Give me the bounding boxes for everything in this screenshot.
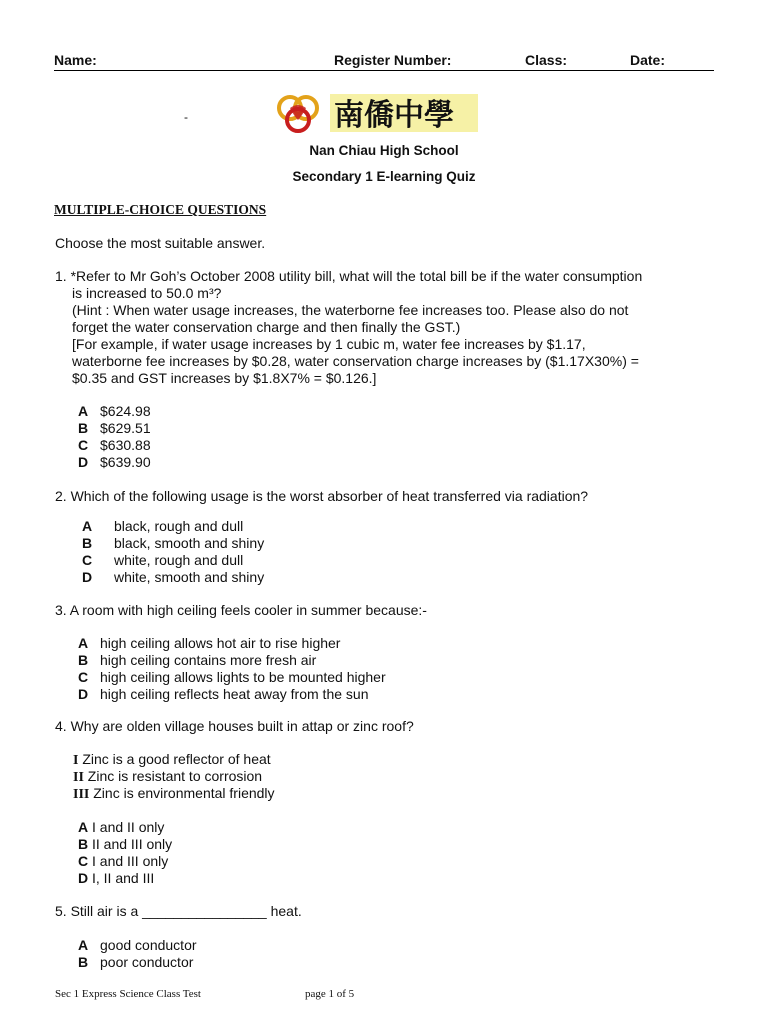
answer-option: A I and II only xyxy=(78,819,165,835)
school-logo xyxy=(276,94,478,134)
answer-option: A high ceiling allows hot air to rise higher xyxy=(78,635,341,651)
question-text-line: 1. *Refer to Mr Goh’s October 2008 utility bill, what will the total bill be if the water consumption xyxy=(55,268,643,284)
answer-option: D high ceiling reflects heat away from the sun xyxy=(78,686,369,702)
footer-course-title: Sec 1 Express Science Class Test xyxy=(55,988,201,1000)
answer-option: C $630.88 xyxy=(78,437,151,453)
stray-dash: - xyxy=(184,110,188,124)
instruction-text: Choose the most suitable answer. xyxy=(55,235,266,251)
answer-option: B II and III only xyxy=(78,836,173,852)
date-label: Date: xyxy=(630,52,666,68)
answer-option: D white, smooth and shiny xyxy=(82,569,265,585)
question-text-line: 3. A room with high ceiling feels cooler in summer because:- xyxy=(55,602,427,618)
section-title: MULTIPLE-CHOICE QUESTIONS xyxy=(54,202,267,217)
answer-option: D I, II and III xyxy=(78,870,155,886)
answer-option: B black, smooth and shiny xyxy=(82,535,265,551)
question-text-line: 4. Why are olden village houses built in attap or zinc roof? xyxy=(55,718,414,734)
answer-option: A black, rough and dull xyxy=(82,518,244,534)
quiz-title: Secondary 1 E-learning Quiz xyxy=(292,169,476,184)
answer-option: A $624.98 xyxy=(78,403,151,419)
answer-option: D $639.90 xyxy=(78,454,151,470)
question-text-line: is increased to 50.0 m³? xyxy=(72,285,222,301)
name-label: Name: xyxy=(54,52,97,68)
student-info-header xyxy=(54,50,714,71)
class-label: Class: xyxy=(525,52,568,68)
register-number-label: Register Number: xyxy=(334,52,452,68)
school-name: Nan Chiau High School xyxy=(309,143,459,158)
answer-option: C I and III only xyxy=(78,853,169,869)
statement-item: I Zinc is a good reflector of heat xyxy=(73,751,271,768)
question-text-line: waterborne fee increases by $0.28, water conservation charge increases by ($1.17X30%) = xyxy=(72,353,639,369)
answer-option: A good conductor xyxy=(78,937,197,953)
three-rings-logo-icon xyxy=(276,94,478,134)
question-text-line: $0.35 and GST increases by $1.8X7% = $0.126.] xyxy=(72,370,377,386)
answer-option: C high ceiling allows lights to be mounted higher xyxy=(78,669,386,685)
statement-item: III Zinc is environmental friendly xyxy=(73,785,275,802)
question-text-line: 2. Which of the following usage is the worst absorber of heat transferred via radiation? xyxy=(55,488,589,504)
question-text-line: forget the water conservation charge and then finally the GST.) xyxy=(72,319,461,335)
question-text-line: (Hint : When water usage increases, the waterborne fee increases too. Please also do not xyxy=(72,302,629,318)
answer-option: B $629.51 xyxy=(78,420,151,436)
answer-option: B poor conductor xyxy=(78,954,194,970)
answer-option: C white, rough and dull xyxy=(82,552,244,568)
statement-item: II Zinc is resistant to corrosion xyxy=(73,768,263,785)
answer-option: B high ceiling contains more fresh air xyxy=(78,652,317,668)
footer-page-number: page 1 of 5 xyxy=(305,988,355,1000)
question-text-line: 5. Still air is a ________________ heat. xyxy=(55,903,302,919)
question-text-line: [For example, if water usage increases by 1 cubic m, water fee increases by $1.17, xyxy=(72,336,586,352)
school-chinese-name: 南僑中學 xyxy=(334,98,454,133)
